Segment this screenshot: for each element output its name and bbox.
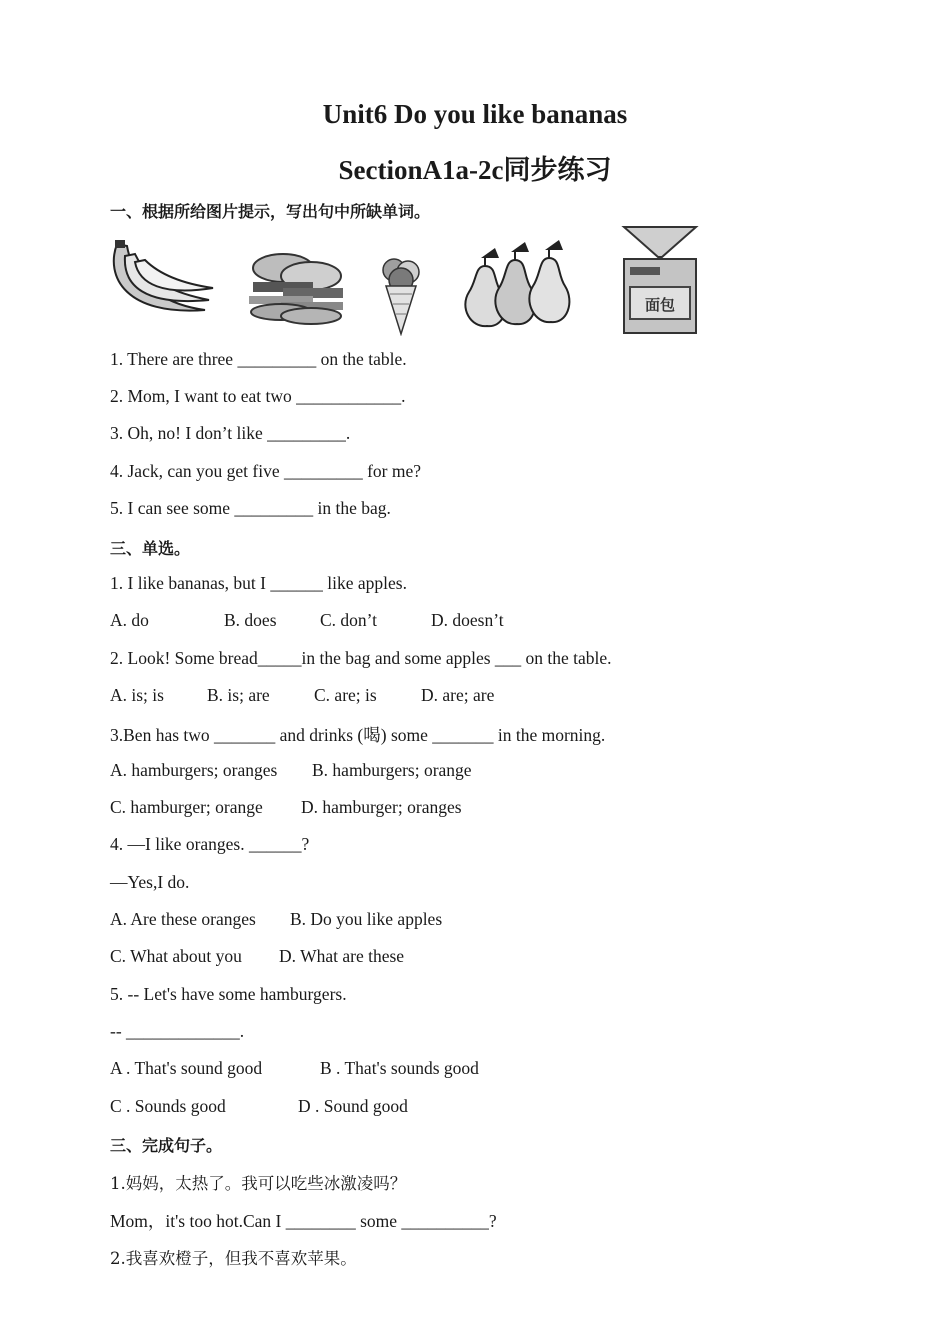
option-c: C. hamburger; orange — [110, 797, 263, 817]
fill-blank-item: 1. There are three _________ on the table. — [110, 349, 407, 369]
question-reply: -- _____________. — [110, 1021, 245, 1041]
option-c: C. are; is — [314, 685, 377, 705]
option-d: D. are; are — [421, 685, 495, 705]
option-b: B. is; are — [207, 685, 270, 705]
bread-label: 面包 — [644, 296, 675, 314]
option-b: B. does — [224, 610, 277, 630]
question-stem: 5. -- Let's have some hamburgers. — [110, 984, 347, 1004]
option-d: D. What are these — [279, 946, 405, 966]
worksheet-title: Unit6 Do you like bananas — [322, 99, 628, 129]
worksheet-subtitle: SectionA1a-2c同步练习 — [338, 155, 612, 185]
option-a: A. Are these oranges — [110, 909, 256, 929]
section3-heading: 三、完成句子。 — [110, 1136, 223, 1155]
option-a: A . That's sound good — [110, 1058, 263, 1078]
option-c: C . Sounds good — [110, 1096, 226, 1116]
question-reply: —Yes,I do. — [110, 872, 190, 892]
pear-picture — [455, 236, 581, 332]
translation-item: 2.我喜欢橙子，但我不喜欢苹果。 — [110, 1249, 357, 1268]
translation-item: Mom，it's too hot.Can I ________ some __________? — [110, 1211, 497, 1231]
option-d: D. doesn’t — [431, 610, 504, 630]
option-c: C. don’t — [320, 610, 378, 630]
option-b: B. hamburgers; orange — [312, 760, 472, 780]
option-b: B. Do you like apples — [290, 909, 443, 929]
hamburger-picture — [243, 250, 347, 328]
fill-blank-item: 4. Jack, can you get five _________ for me? — [110, 461, 422, 481]
translation-item: 1.妈妈，太热了。我可以吃些冰激凌吗？ — [110, 1174, 407, 1193]
section2-heading: 三、单选。 — [110, 539, 191, 558]
fill-blank-item: 5. I can see some _________ in the bag. — [110, 498, 391, 518]
option-a: A. is; is — [110, 685, 164, 705]
ice-cream-picture — [378, 256, 424, 336]
question-stem: 4. —I like oranges. ______? — [110, 834, 310, 854]
question-stem: 1. I like bananas, but I ______ like apples. — [110, 573, 407, 593]
question-stem: 2. Look! Some bread_____in the bag and some apples ___ on the table. — [110, 648, 612, 668]
option-c: C. What about you — [110, 946, 242, 966]
question-stem: 3.Ben has two _______ and drinks (喝) some _______ in the morning. — [110, 725, 606, 745]
section1-heading: 一、根据所给图片提示，写出句中所缺单词。 — [110, 202, 431, 221]
banana-picture — [105, 236, 217, 324]
fill-blank-item: 2. Mom, I want to eat two ____________. — [110, 386, 406, 406]
option-b: B . That's sounds good — [320, 1058, 479, 1078]
fill-blank-item: 3. Oh, no! I don’t like _________. — [110, 423, 351, 443]
option-d: D . Sound good — [298, 1096, 408, 1116]
option-d: D. hamburger; oranges — [301, 797, 462, 817]
bread-picture — [618, 223, 702, 335]
option-a: A. do — [110, 610, 149, 630]
option-a: A. hamburgers; oranges — [110, 760, 278, 780]
